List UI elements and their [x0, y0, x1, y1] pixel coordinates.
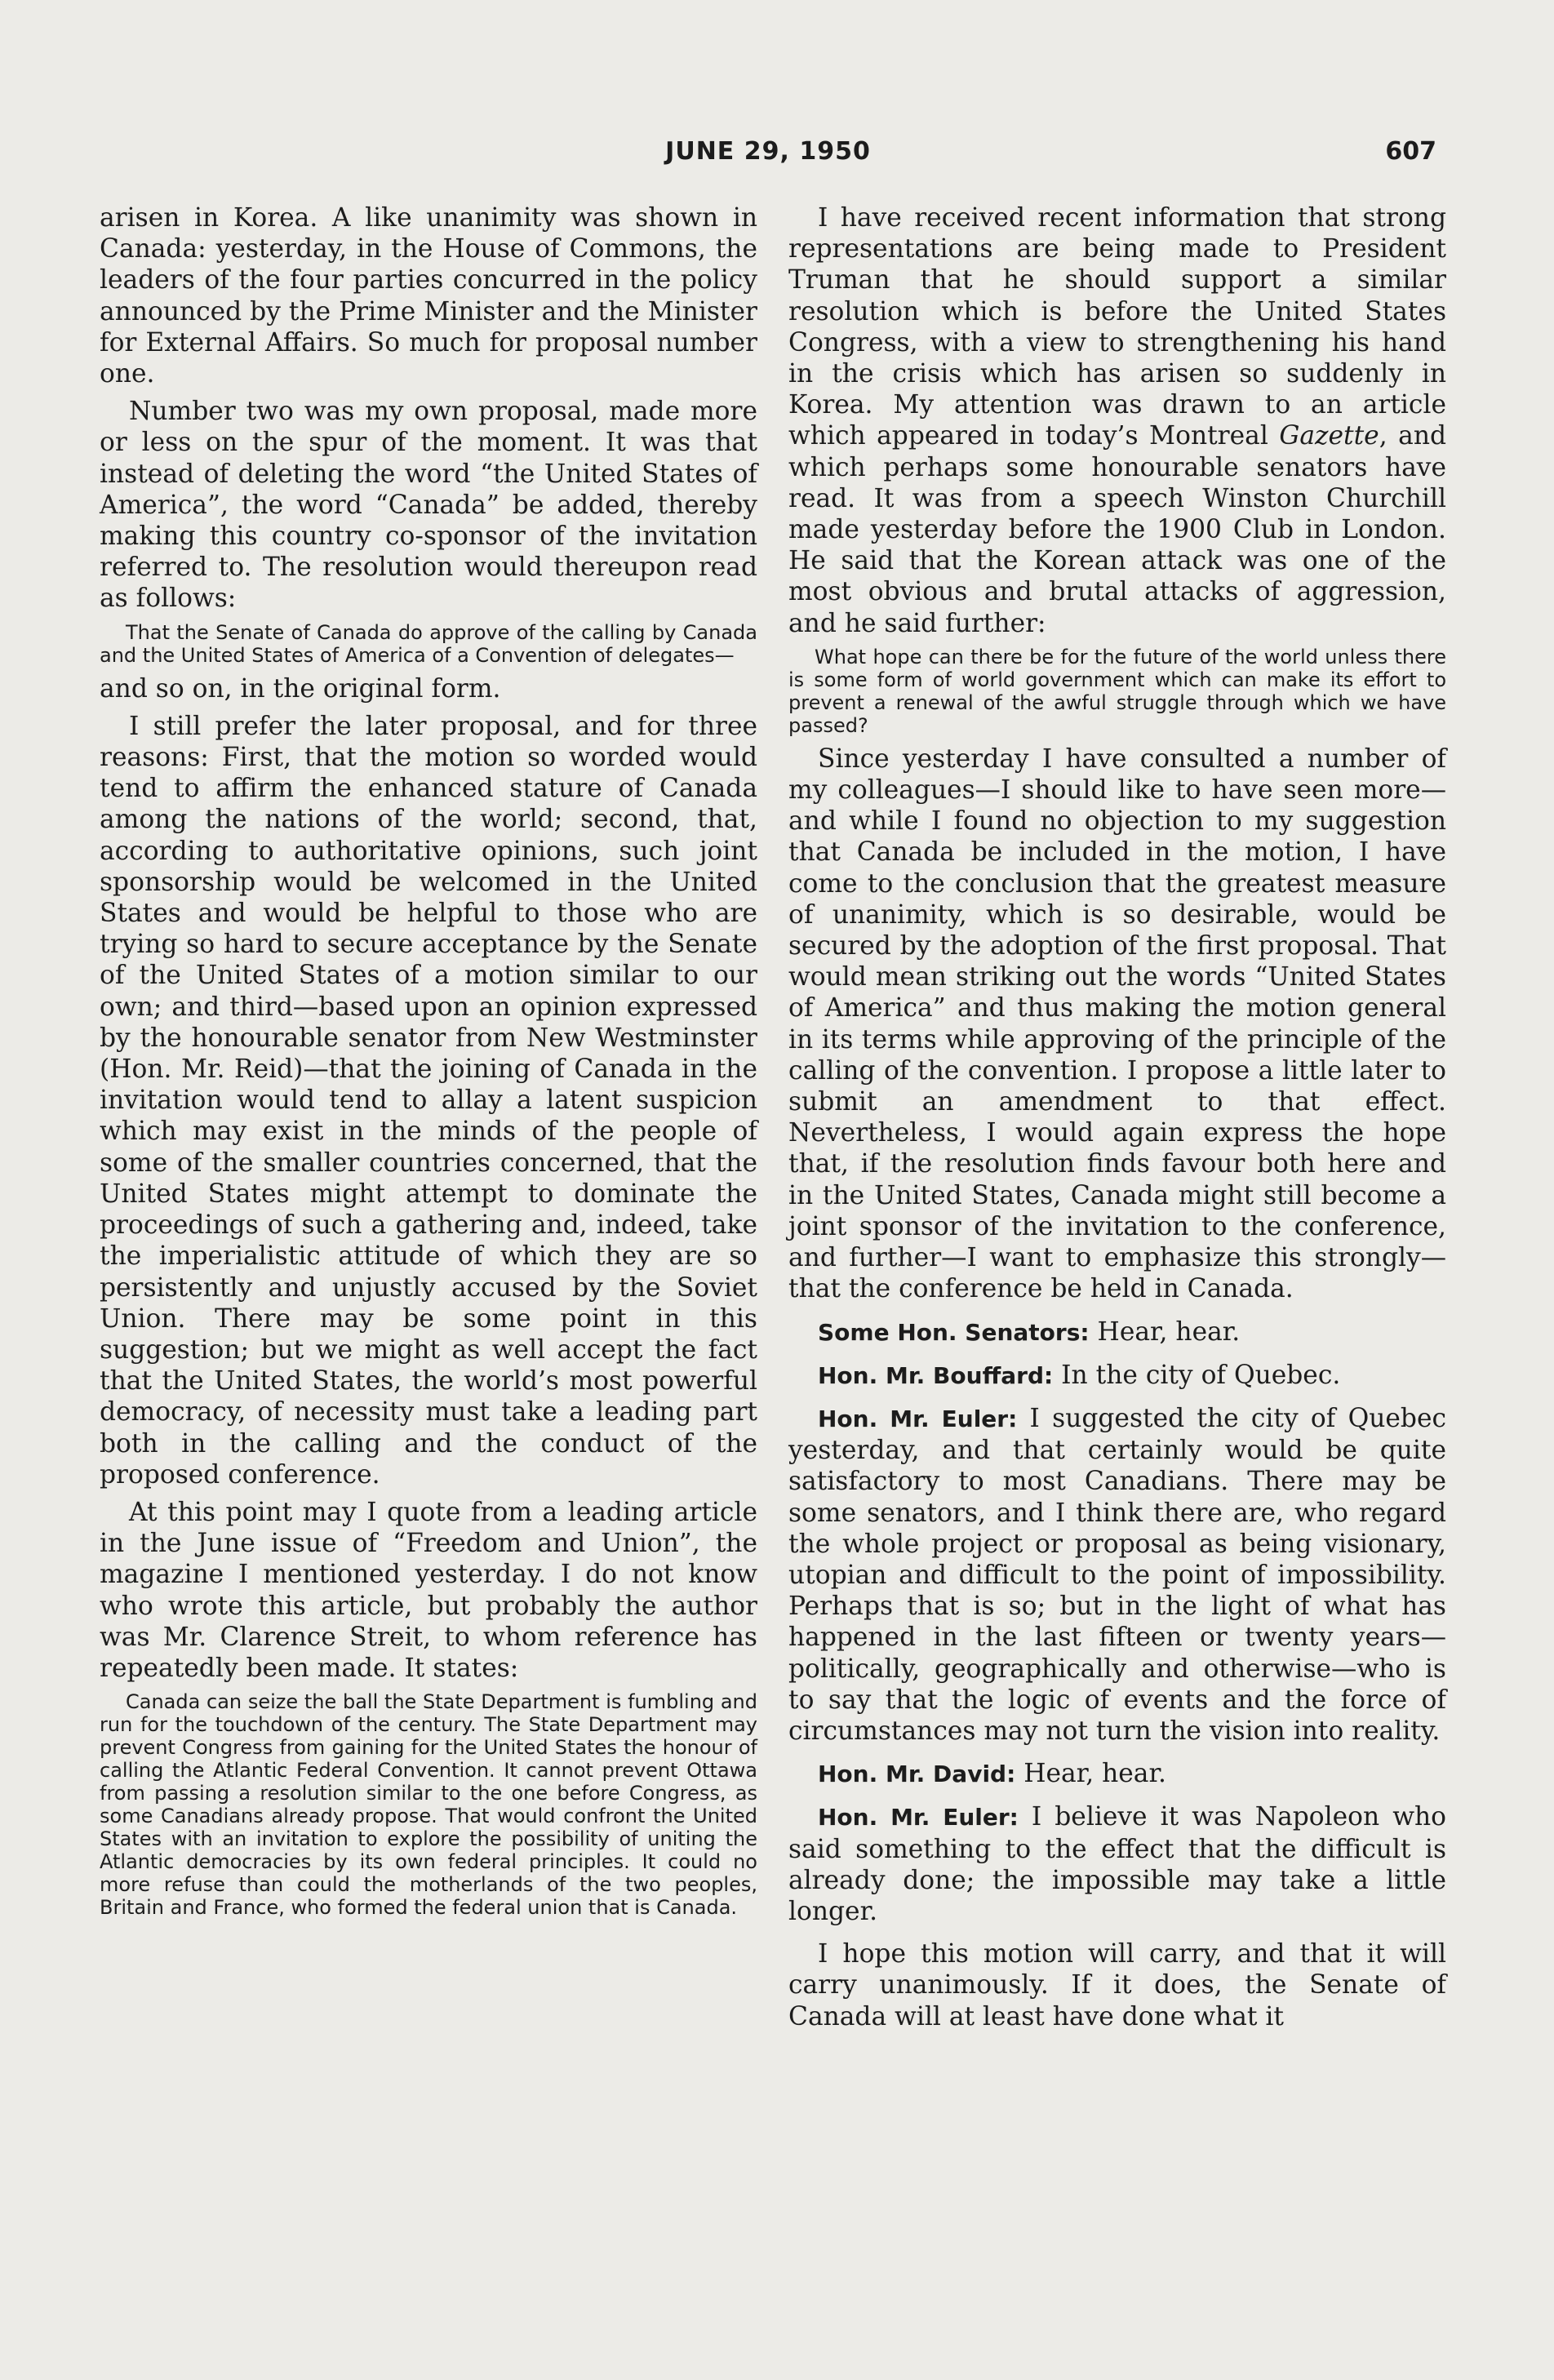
paragraph: arisen in Korea. A like unanimity was shown in Canada: yesterday, in the House of Commons, the leaders of the four parties concurred in the policy announced by the Prime Minister and the Minister for External Affairs. So much for proposal number one.: [100, 203, 757, 389]
speaker-name: Hon. Mr. David:: [818, 1761, 1016, 1788]
speech-text: I believe it was Napoleon who said something to the effect that the difficult is already done; the impossible may take a little longer.: [788, 1802, 1446, 1926]
paragraph: Number two was my own proposal, made more or less on the spur of the moment. It was that instead of deleting the word “the United States of America”, the word “Canada” be added, thereby making this country co-sponsor of the invitation referred to. The resolution would thereupon read as follows:: [100, 397, 757, 614]
speaker-name: Hon. Mr. Euler:: [818, 1405, 1018, 1432]
speech-text: Hear, hear.: [1089, 1317, 1241, 1347]
newspaper-name: Gazette: [1279, 421, 1379, 451]
speech: [788, 1403, 1446, 1747]
block-quote: What hope can there be for the future of the world unless there is some form of world government which can make its effort to prevent a renewal of the awful struggle through which we have passed?: [788, 645, 1446, 737]
speaker-name: Hon. Mr. Euler:: [818, 1804, 1019, 1832]
right-column: [788, 202, 1446, 2032]
paragraph: At this point may I quote from a leading article in the June issue of “Freedom and Union”, the magazine I mentioned yesterday. I do not know who wrote this article, but probably the author was Mr. Clarence Streit, to whom reference has repeatedly been made. It states:: [100, 1497, 757, 1683]
page-number: 607: [1385, 137, 1436, 166]
paragraph: and so on, in the original form.: [100, 673, 501, 704]
paragraph: [788, 202, 1446, 639]
speech: [788, 1801, 1446, 1927]
page-header: [100, 137, 1436, 180]
text-run: , and which perhaps some honourable senators have read. It was from a speech Winston Churchill made yesterday before the 1900 Club in London. He said that the Korean attack was one of the most obvious and brutal attacks of aggression, and he said further:: [788, 421, 1447, 638]
paragraph: I hope this motion will carry, and that it will carry unanimously. If it does, the Senate of Canada will at least have done what it: [788, 1939, 1446, 2031]
speech-text: I suggested the city of Quebec yesterday, and that certainly would be quite satisfactory to most Canadians. There may be some senators, and I think there are, who regard the whole project or proposal as being visionary, utopian and difficult to the point of impossibility. Perhaps that is so; but in the light of what has happened in the last fifteen or twenty years—politically, geographically and otherwise—who is to say that the logic of events and the force of circumstances may not turn the vision into reality.: [788, 1403, 1446, 1746]
text-run: I have received recent information that strong representations are being made to President Truman that he should support a similar resolution which is before the United States Congress, with a view to strengthening his hand in the crisis which has arisen so suddenly in Korea. My attention was drawn to an article which appeared in today’s Montreal: [788, 203, 1446, 451]
paragraph: I still prefer the later proposal, and for three reasons: First, that the motion so worded would tend to affirm the enhanced stature of Canada among the nations of the world; second, that, according to authoritative opinions, such joint sponsorship would be welcomed in the United States and would be helpful to those who are trying so hard to secure acceptance by the Senate of the United States of a motion similar to our own; and third—based upon an opinion expressed by the honourable senator from New Westminster (Hon. Mr. Reid)—that the joining of Canada in the invitation would tend to allay a latent suspicion which may exist in the minds of the people of some of the smaller countries concerned, that the United States might attempt to dominate the proceedings of such a gathering and, indeed, take the imperialistic attitude of which they are so persistently and unjustly accused by the Soviet Union. There may be some point in this suggestion; but we might as well accept the fact that the United States, the world’s most powerful democracy, of necessity must take a leading part both in the calling and the conduct of the proposed conference.: [100, 711, 757, 1490]
speech-text: Hear, hear.: [1015, 1759, 1166, 1789]
paragraph: Since yesterday I have consulted a number of my colleagues—I should like to have seen more—and while I found no objection to my suggestion that Canada be included in the motion, I have come to the conclusion that the greatest measure of unanimity, which is so desirable, would be secured by the adoption of the first proposal. That would mean striking out the words “United States of America” and thus making the motion general in its terms while approving of the principle of the calling of the convention. I propose a little later to submit an amendment to that effect. Nevertheless, I would again express the hope that, if the resolution finds favour both here and in the United States, Canada might still become a joint sponsor of the invitation to the conference, and further—I want to emphasize this strongly—that the conference be held in Canada.: [788, 744, 1446, 1304]
speech: [788, 1360, 1446, 1392]
block-quote: That the Senate of Canada do approve of the calling by Canada and the United States of America of a Convention of delegates—: [100, 620, 757, 667]
left-column: [100, 202, 757, 1925]
speech: [788, 1758, 1446, 1790]
speech: [788, 1317, 1446, 1348]
page-date: JUNE 29, 1950: [665, 137, 871, 166]
speech-text: In the city of Quebec.: [1053, 1360, 1341, 1390]
speaker-name: Some Hon. Senators:: [818, 1318, 1090, 1346]
block-quote: Canada can seize the ball the State Department is fumbling and run for the touchdown of the century. The State Department may prevent Congress from gaining for the United States the honour of calling the Atlantic Federal Convention. It cannot prevent Ottawa from passing a resolution similar to the one before Congress, as some Canadians already propose. That would confront the United States with an invitation to explore the possibility of uniting the Atlantic democracies by its own federal principles. It could no more refuse than could the motherlands of the two peoples, Britain and France, who formed the federal union that is Canada.: [100, 1690, 757, 1920]
speaker-name: Hon. Mr. Bouffard:: [818, 1361, 1054, 1389]
